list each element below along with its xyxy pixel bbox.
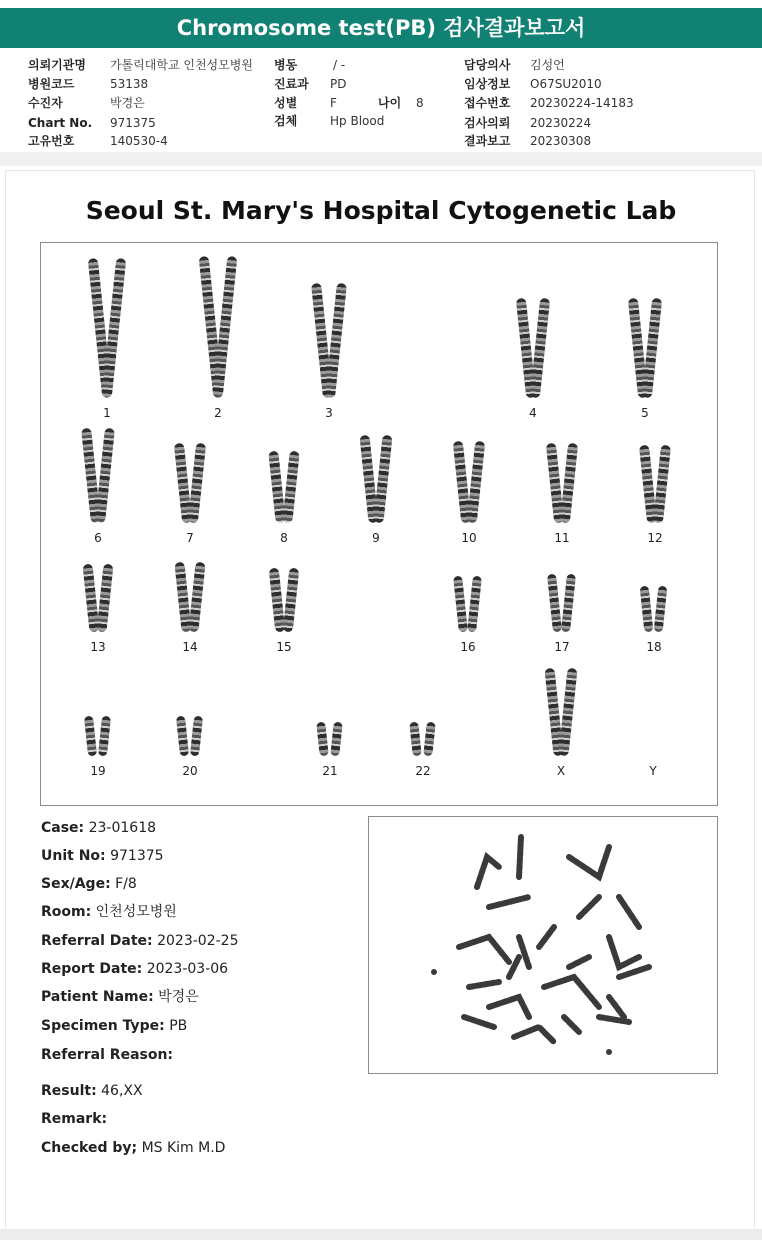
referral-date bbox=[41, 931, 238, 951]
value-report-date: 20230308 bbox=[530, 134, 592, 148]
referral-date-value: 2023-02-25 bbox=[157, 933, 239, 949]
chromosome-label-X: X bbox=[556, 764, 566, 778]
bottom-strip bbox=[0, 1229, 762, 1240]
report-title-bar bbox=[0, 8, 762, 48]
chromosome-label-17: 17 bbox=[554, 640, 570, 654]
sex-age-value: F/8 bbox=[115, 876, 137, 892]
specimen-type-value: PB bbox=[169, 1018, 188, 1034]
chromosome bbox=[558, 668, 577, 757]
header-separator bbox=[0, 152, 762, 166]
chromosome-pair-3 bbox=[315, 283, 345, 398]
case-number bbox=[41, 818, 156, 838]
chromosome bbox=[96, 564, 113, 633]
checked-by bbox=[41, 1138, 225, 1158]
chromosome-pair-4 bbox=[519, 298, 549, 398]
chromosome bbox=[84, 716, 97, 757]
chromosome-label-22: 22 bbox=[415, 764, 431, 778]
chromosome bbox=[98, 716, 111, 757]
unit-no bbox=[41, 846, 164, 866]
referral-reason bbox=[41, 1045, 173, 1065]
label-clinical-info: 임상정보 bbox=[464, 77, 511, 91]
chromosome bbox=[409, 722, 422, 757]
chromosome-pair-16 bbox=[454, 576, 484, 632]
report-date bbox=[41, 959, 228, 979]
sex-age bbox=[41, 874, 137, 894]
chromosome bbox=[654, 586, 668, 633]
sex-age-label: Sex/Age: bbox=[41, 876, 111, 892]
label-ward: 병동 bbox=[274, 58, 298, 72]
checked-by-label: Checked by; bbox=[41, 1140, 138, 1156]
chromosome-pair-21 bbox=[316, 722, 346, 756]
label-patient: 수진자 bbox=[28, 96, 63, 110]
chromosome-label-8: 8 bbox=[280, 531, 288, 545]
chromosome-label-21: 21 bbox=[322, 764, 338, 778]
chromosome-pair-8 bbox=[270, 451, 300, 523]
label-report-date: 결과보고 bbox=[464, 134, 511, 148]
chromosome-pair-11 bbox=[548, 443, 578, 523]
chromosome bbox=[95, 428, 115, 524]
chromosome-pair-X bbox=[547, 668, 577, 756]
chromosome bbox=[467, 576, 482, 633]
value-unique-no: 140530-4 bbox=[110, 134, 168, 148]
chromosome bbox=[423, 722, 436, 757]
chromosome bbox=[373, 435, 392, 524]
value-age: 8 bbox=[416, 96, 424, 110]
chromosome bbox=[316, 722, 329, 757]
chromosome bbox=[547, 574, 562, 633]
chromosome-label-4: 4 bbox=[529, 406, 537, 420]
chromosome-label-13: 13 bbox=[90, 640, 106, 654]
chromosome-pair-2 bbox=[204, 256, 234, 398]
unit-value: 971375 bbox=[110, 848, 164, 864]
value-chart-no: 971375 bbox=[110, 116, 156, 130]
remark-label: Remark: bbox=[41, 1111, 108, 1127]
chromosome-pair-7 bbox=[176, 443, 206, 523]
value-hospital-code: 53138 bbox=[110, 77, 149, 91]
chromosome-pair-1 bbox=[93, 258, 123, 398]
metaphase-spread-drawing bbox=[369, 817, 717, 1073]
chromosome-label-5: 5 bbox=[641, 406, 649, 420]
chromosome-label-10: 10 bbox=[461, 531, 477, 545]
label-receipt-no: 접수번호 bbox=[464, 96, 511, 110]
metaphase-image bbox=[368, 816, 718, 1074]
chromosome bbox=[560, 443, 578, 524]
chromosome-pair-14 bbox=[176, 562, 206, 632]
case-value: 23-01618 bbox=[88, 820, 157, 836]
referral-date-label: Referral Date: bbox=[41, 933, 153, 949]
label-hospital-code: 병원코드 bbox=[28, 77, 75, 91]
value-department: PD bbox=[330, 77, 347, 91]
case-label: Case: bbox=[41, 820, 85, 836]
chromosome-label-15: 15 bbox=[276, 640, 292, 654]
label-requesting-org: 의뢰기관명 bbox=[28, 58, 86, 72]
label-sex: 성별 bbox=[274, 96, 298, 110]
chromosome-label-6: 6 bbox=[94, 531, 102, 545]
value-doctor: 김성언 bbox=[530, 58, 565, 72]
chromosome-pair-20 bbox=[176, 716, 206, 756]
room-label: Room: bbox=[41, 904, 92, 920]
chromosome-label-19: 19 bbox=[90, 764, 106, 778]
chromosome bbox=[640, 586, 654, 633]
value-requesting-org: 가톨릭대학교 인천성모병원 bbox=[110, 58, 253, 72]
chromosome-label-9: 9 bbox=[372, 531, 380, 545]
chromosome bbox=[325, 283, 347, 398]
chromosome bbox=[653, 445, 671, 524]
chromosome-label-11: 11 bbox=[554, 531, 570, 545]
unit-label: Unit No: bbox=[41, 848, 106, 864]
patient-name-value: 박경은 bbox=[158, 989, 199, 1005]
chromosome bbox=[530, 298, 550, 398]
checked-by-value: MS Kim M.D bbox=[141, 1140, 226, 1156]
value-patient: 박경은 bbox=[110, 96, 145, 110]
chromosome bbox=[188, 443, 206, 524]
chromosome bbox=[176, 716, 189, 757]
chromosome bbox=[467, 441, 486, 524]
chromosome-label-14: 14 bbox=[182, 640, 198, 654]
result-label: Result: bbox=[41, 1083, 97, 1099]
specimen-type bbox=[41, 1016, 187, 1036]
chromosome-pair-19 bbox=[84, 716, 114, 756]
chromosome-label-3: 3 bbox=[325, 406, 333, 420]
chromosome-pair-15 bbox=[270, 568, 300, 632]
room-value: 인천성모병원 bbox=[95, 904, 177, 920]
label-doctor: 담당의사 bbox=[464, 58, 511, 72]
chromosome-pair-10 bbox=[455, 441, 485, 523]
label-department: 진료과 bbox=[274, 77, 309, 91]
chromosome bbox=[213, 256, 238, 398]
chromosome-label-1: 1 bbox=[103, 406, 111, 420]
chromosome-pair-5 bbox=[631, 298, 661, 398]
room bbox=[41, 902, 177, 922]
label-age: 나이 bbox=[378, 96, 402, 110]
value-receipt-no: 20230224-14183 bbox=[530, 96, 634, 110]
chromosome-label-Y: Y bbox=[649, 764, 657, 778]
chromosome-pair-6 bbox=[84, 428, 114, 523]
chromosome bbox=[190, 716, 203, 757]
value-specimen: Hp Blood bbox=[330, 114, 385, 128]
chromosome bbox=[283, 568, 300, 633]
result-value: 46,XX bbox=[101, 1083, 143, 1099]
chromosome-pair-17 bbox=[548, 574, 578, 632]
karyogram-panel bbox=[40, 242, 718, 806]
chromosome-pair-12 bbox=[641, 445, 671, 523]
chromosome bbox=[102, 258, 127, 398]
patient-name bbox=[41, 987, 199, 1007]
referral-reason-label: Referral Reason: bbox=[41, 1047, 174, 1063]
chromosome-pair-13 bbox=[84, 564, 114, 632]
lab-title: Seoul St. Mary's Hospital Cytogenetic Lab bbox=[85, 196, 677, 225]
value-request-date: 20230224 bbox=[530, 116, 592, 130]
report-date-value: 2023-03-06 bbox=[146, 961, 229, 977]
value-sex: F bbox=[330, 96, 337, 110]
chromosome-label-18: 18 bbox=[646, 640, 662, 654]
chromosome-label-12: 12 bbox=[647, 531, 663, 545]
chromosome-pair-22 bbox=[409, 722, 439, 756]
result bbox=[41, 1081, 143, 1101]
label-unique-no: 고유번호 bbox=[28, 134, 75, 148]
label-specimen: 검체 bbox=[274, 114, 298, 128]
remark bbox=[41, 1109, 107, 1129]
chromosome-pair-18 bbox=[640, 586, 670, 632]
chromosome bbox=[561, 574, 576, 633]
chromosome bbox=[188, 562, 205, 633]
header-info bbox=[0, 56, 762, 151]
chromosome-pair-9 bbox=[362, 435, 392, 523]
report-date-label: Report Date: bbox=[41, 961, 143, 977]
chromosome bbox=[453, 576, 468, 633]
chromosome bbox=[330, 722, 343, 757]
chromosome-label-20: 20 bbox=[182, 764, 198, 778]
patient-name-label: Patient Name: bbox=[41, 989, 154, 1005]
chromosome-label-16: 16 bbox=[460, 640, 476, 654]
value-clinical-info: O67SU2010 bbox=[530, 77, 602, 91]
value-ward: / - bbox=[333, 58, 346, 72]
chromosome-label-7: 7 bbox=[186, 531, 194, 545]
label-chart-no: Chart No. bbox=[28, 116, 93, 130]
report-title: Chromosome test(PB) 검사결과보고서 bbox=[176, 16, 586, 40]
chromosome-label-2: 2 bbox=[214, 406, 222, 420]
chromosome bbox=[282, 451, 299, 524]
label-request-date: 검사의뢰 bbox=[464, 116, 511, 130]
chromosome bbox=[642, 298, 662, 398]
specimen-type-label: Specimen Type: bbox=[41, 1018, 165, 1034]
